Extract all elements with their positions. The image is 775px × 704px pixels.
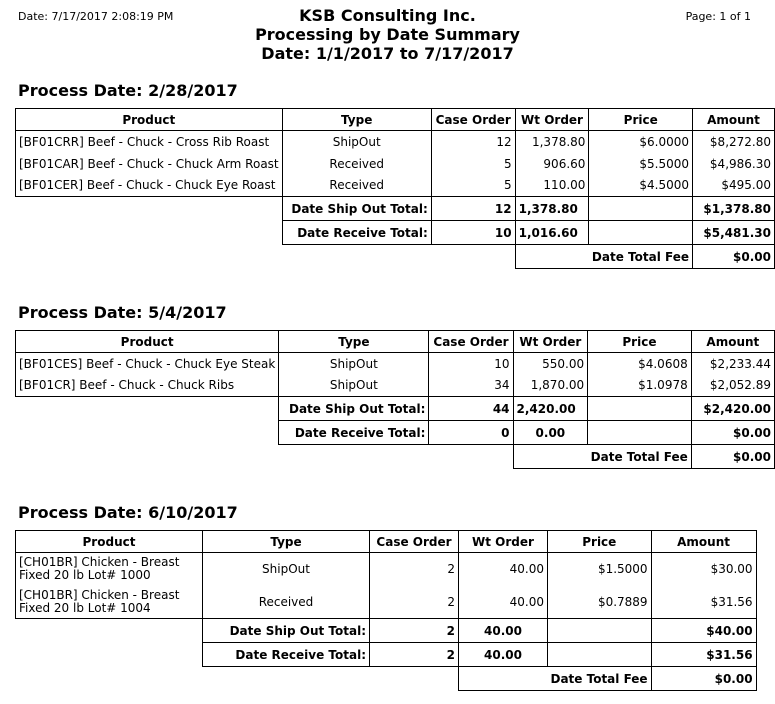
process-table — [15, 108, 775, 269]
receive-total-amount: $0.00 — [691, 421, 774, 445]
product-cell: [CH01BR] Chicken - Breast Fixed 20 lb Lot# 1004 — [16, 586, 203, 619]
section-title: Process Date: 5/4/2017 — [18, 303, 227, 322]
type-cell: ShipOut — [279, 353, 429, 375]
receive-total-row — [16, 221, 775, 245]
receive-total-row — [16, 421, 775, 445]
price-cell: $1.0978 — [588, 375, 692, 397]
report-title: Processing by Date Summary — [255, 25, 520, 44]
process-table — [15, 330, 775, 469]
ship-out-total-row — [16, 619, 757, 643]
col-case-order: Case Order — [370, 531, 459, 553]
receive-total-wt: 1,016.60 — [515, 221, 589, 245]
wt-order-cell: 550.00 — [513, 353, 588, 375]
col-type: Type — [279, 331, 429, 353]
case-order-cell: 5 — [431, 153, 515, 175]
receive-total-case: 10 — [431, 221, 515, 245]
receive-total-case: 2 — [370, 643, 459, 667]
product-cell: [CH01BR] Chicken - Breast Fixed 20 lb Lot# 1000 — [16, 553, 203, 586]
col-wt-order: Wt Order — [459, 531, 548, 553]
col-wt-order: Wt Order — [513, 331, 588, 353]
ship-out-total-case: 44 — [429, 397, 513, 421]
case-order-cell: 2 — [370, 553, 459, 586]
table-header-row — [16, 331, 775, 353]
ship-out-total-amount: $1,378.80 — [692, 197, 774, 221]
price-cell: $4.0608 — [588, 353, 692, 375]
wt-order-cell: 110.00 — [515, 175, 589, 197]
ship-out-total-amount: $40.00 — [651, 619, 756, 643]
total-fee-row — [16, 445, 775, 469]
receive-total-label: Date Receive Total: — [282, 221, 431, 245]
wt-order-cell: 906.60 — [515, 153, 589, 175]
ship-out-total-wt: 40.00 — [459, 619, 548, 643]
ship-out-total-label: Date Ship Out Total: — [279, 397, 429, 421]
col-amount: Amount — [692, 109, 774, 131]
ship-out-total-case: 2 — [370, 619, 459, 643]
receive-total-wt: 0.00 — [513, 421, 588, 445]
receive-total-case: 0 — [429, 421, 513, 445]
type-cell: Received — [282, 153, 431, 175]
case-order-cell: 34 — [429, 375, 513, 397]
company-name: KSB Consulting Inc. — [299, 6, 476, 25]
table-row — [16, 553, 757, 586]
receive-total-amount: $5,481.30 — [692, 221, 774, 245]
receive-total-wt: 40.00 — [459, 643, 548, 667]
total-fee-label: Date Total Fee — [588, 445, 692, 469]
product-cell: [BF01CES] Beef - Chuck - Chuck Eye Steak — [16, 353, 279, 375]
price-cell: $1.5000 — [548, 553, 652, 586]
col-product: Product — [16, 531, 203, 553]
page-number: Page: 1 of 1 — [685, 10, 751, 23]
wt-order-cell: 1,378.80 — [515, 131, 589, 153]
price-cell: $4.5000 — [589, 175, 693, 197]
section-title: Process Date: 6/10/2017 — [18, 503, 238, 522]
amount-cell: $2,233.44 — [691, 353, 774, 375]
receive-total-label: Date Receive Total: — [279, 421, 429, 445]
col-product: Product — [16, 331, 279, 353]
col-price: Price — [588, 331, 692, 353]
amount-cell: $495.00 — [692, 175, 774, 197]
ship-out-total-case: 12 — [431, 197, 515, 221]
col-type: Type — [282, 109, 431, 131]
type-cell: ShipOut — [203, 553, 370, 586]
receive-total-label: Date Receive Total: — [203, 643, 370, 667]
product-cell: [BF01CAR] Beef - Chuck - Chuck Arm Roast — [16, 153, 283, 175]
report-date-range: Date: 1/1/2017 to 7/17/2017 — [261, 44, 514, 63]
table-row — [16, 353, 775, 375]
col-case-order: Case Order — [429, 331, 513, 353]
amount-cell: $2,052.89 — [691, 375, 774, 397]
type-cell: Received — [282, 175, 431, 197]
price-cell: $0.7889 — [548, 586, 652, 619]
amount-cell: $31.56 — [651, 586, 756, 619]
ship-out-total-wt: 1,378.80 — [515, 197, 589, 221]
print-date: Date: 7/17/2017 2:08:19 PM — [18, 10, 174, 23]
type-cell: ShipOut — [279, 375, 429, 397]
table-row — [16, 153, 775, 175]
table-row — [16, 175, 775, 197]
ship-out-total-label: Date Ship Out Total: — [203, 619, 370, 643]
col-amount: Amount — [651, 531, 756, 553]
receive-total-row — [16, 643, 757, 667]
case-order-cell: 12 — [431, 131, 515, 153]
amount-cell: $4,986.30 — [692, 153, 774, 175]
product-cell: [BF01CER] Beef - Chuck - Chuck Eye Roast — [16, 175, 283, 197]
ship-out-total-wt: 2,420.00 — [513, 397, 588, 421]
section-title: Process Date: 2/28/2017 — [18, 81, 238, 100]
table-header-row — [16, 109, 775, 131]
col-amount: Amount — [691, 331, 774, 353]
col-price: Price — [548, 531, 652, 553]
product-cell: [BF01CR] Beef - Chuck - Chuck Ribs — [16, 375, 279, 397]
total-fee-amount: $0.00 — [692, 245, 774, 269]
ship-out-total-row — [16, 397, 775, 421]
amount-cell: $8,272.80 — [692, 131, 774, 153]
type-cell: ShipOut — [282, 131, 431, 153]
price-cell: $6.0000 — [589, 131, 693, 153]
ship-out-total-row — [16, 197, 775, 221]
total-fee-row — [16, 245, 775, 269]
col-case-order: Case Order — [431, 109, 515, 131]
price-cell: $5.5000 — [589, 153, 693, 175]
total-fee-label: Date Total Fee — [589, 245, 693, 269]
case-order-cell: 10 — [429, 353, 513, 375]
table-row — [16, 586, 757, 619]
col-price: Price — [589, 109, 693, 131]
ship-out-total-amount: $2,420.00 — [691, 397, 774, 421]
receive-total-amount: $31.56 — [651, 643, 756, 667]
wt-order-cell: 40.00 — [459, 553, 548, 586]
total-fee-amount: $0.00 — [651, 667, 756, 691]
table-row — [16, 375, 775, 397]
table-row — [16, 131, 775, 153]
wt-order-cell: 1,870.00 — [513, 375, 588, 397]
product-cell: [BF01CRR] Beef - Chuck - Cross Rib Roast — [16, 131, 283, 153]
table-header-row — [16, 531, 757, 553]
col-product: Product — [16, 109, 283, 131]
case-order-cell: 5 — [431, 175, 515, 197]
ship-out-total-label: Date Ship Out Total: — [282, 197, 431, 221]
total-fee-amount: $0.00 — [691, 445, 774, 469]
total-fee-row — [16, 667, 757, 691]
total-fee-label: Date Total Fee — [548, 667, 652, 691]
wt-order-cell: 40.00 — [459, 586, 548, 619]
col-type: Type — [203, 531, 370, 553]
amount-cell: $30.00 — [651, 553, 756, 586]
case-order-cell: 2 — [370, 586, 459, 619]
type-cell: Received — [203, 586, 370, 619]
process-table — [15, 530, 757, 691]
col-wt-order: Wt Order — [515, 109, 589, 131]
